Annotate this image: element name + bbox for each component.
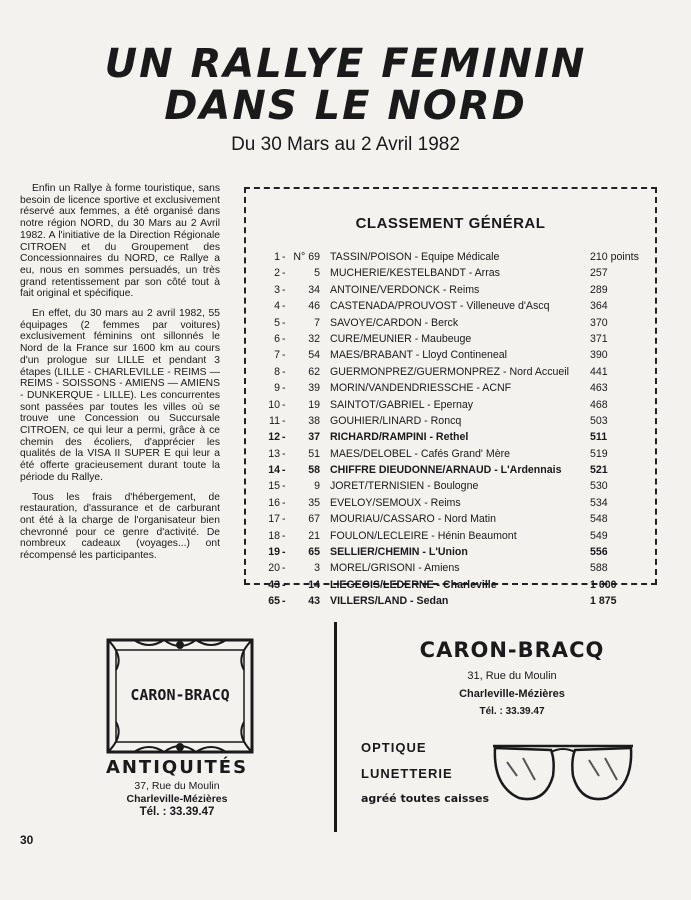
ranking-dash: -: [282, 447, 286, 460]
ranking-points: 549: [590, 529, 608, 542]
ranking-rank: 18: [268, 529, 280, 542]
antiques-advert: [20, 622, 334, 834]
glasses-icon: [489, 736, 637, 810]
intro-paragraph: En effet, du 30 mars au 2 avril 1982, 55 équipages (2 femmes par voitures) exclusivement féminins ont sillonnés le Nord de la France sur 1600 km au cours d'un prologue sur LILLE et pendant 3 étapes (LILLE - CHARLEVILLE - REIMS — REIMS - SOISSONS - AMIENS — AMIENS - DUNKERQUE - LILLE). Les concurrentes sont passées par toutes les villes où se trouve une Concession ou Succursale CITROEN, ce qui leur a permi, grâce à ce chemin des écoliers, d'apprécier les qualités de la VISA II SUPER E qui leur a été offerte gracieusement durant toute la période du Rallye.: [20, 308, 220, 483]
ranking-row: [246, 249, 655, 265]
ranking-crew: MUCHERIE/KESTELBANDT - Arras: [330, 267, 500, 280]
ranking-dash: -: [282, 431, 286, 444]
ranking-points: 1 000: [590, 578, 617, 591]
article-title-line-1: UN RALLYE FEMININ: [104, 41, 587, 87]
ranking-points: 463: [590, 382, 608, 395]
ranking-points: 530: [590, 480, 608, 493]
ranking-car-number: 38: [308, 414, 320, 427]
ranking-row: [246, 544, 655, 560]
ranking-rank: 65: [268, 595, 280, 608]
optician-title: CARON-BRACQ: [419, 638, 605, 662]
ranking-rank: 43: [268, 578, 280, 591]
ranking-row: [246, 528, 655, 544]
ranking-points: 1 875: [590, 595, 617, 608]
ranking-dash: -: [282, 349, 286, 362]
optician-address: 31, Rue du Moulin: [467, 670, 557, 682]
ranking-crew: CURE/MEUNIER - Maubeuge: [330, 332, 472, 345]
advert-divider: [334, 622, 337, 832]
frame-shop-name: CARON-BRACQ: [130, 686, 230, 704]
ranking-car-number: 35: [308, 496, 320, 509]
ranking-rank: 20: [268, 562, 280, 575]
article-title-line-2: DANS LE NORD: [164, 83, 527, 129]
ranking-row: [246, 593, 655, 609]
ranking-points: 548: [590, 513, 608, 526]
antiques-phone: Tél. : 33.39.47: [139, 806, 215, 818]
ranking-rank: 7: [274, 349, 280, 362]
ranking-points: 503: [590, 414, 608, 427]
ranking-car-number: 67: [308, 513, 320, 526]
ranking-crew: VILLERS/LAND - Sedan: [330, 595, 449, 608]
ranking-rank: 5: [274, 316, 280, 329]
ranking-points: 257: [590, 267, 608, 280]
ranking-row: [246, 397, 655, 413]
ranking-dash: -: [282, 480, 286, 493]
ranking-points: 556: [590, 546, 608, 559]
ranking-dash: -: [282, 300, 286, 313]
ranking-rank: 3: [274, 283, 280, 296]
ranking-row: [246, 560, 655, 576]
ranking-row: [246, 511, 655, 527]
ranking-points: 371: [590, 332, 608, 345]
ranking-dash: -: [282, 251, 286, 263]
ranking-rank: 16: [268, 496, 280, 509]
ranking-car-number: 58: [308, 464, 320, 477]
ranking-rank: 10: [268, 398, 280, 411]
optician-phone: Tél. : 33.39.47: [479, 706, 545, 717]
ranking-points: 468: [590, 398, 608, 411]
ranking-title: CLASSEMENT GÉNÉRAL: [355, 215, 546, 232]
ranking-dash: -: [282, 382, 286, 395]
ranking-row: [246, 446, 655, 462]
ranking-car-number: 9: [314, 480, 320, 493]
antiques-address: 37, Rue du Moulin: [134, 780, 220, 792]
ranking-row: [246, 315, 655, 331]
ranking-row: [246, 265, 655, 281]
ranking-car-number: 54: [308, 349, 320, 362]
ranking-dash: -: [282, 316, 286, 329]
ranking-dash: -: [282, 595, 286, 608]
ranking-crew: EVELOY/SEMOUX - Reims: [330, 496, 461, 509]
ranking-rank: 9: [274, 382, 280, 395]
ranking-points: 519: [590, 447, 608, 460]
ranking-rank: 6: [274, 332, 280, 345]
ranking-car-number: 51: [308, 447, 320, 460]
ranking-crew: MAES/DELOBEL - Cafés Grand' Mère: [330, 447, 511, 460]
ranking-rank: 13: [268, 447, 280, 460]
ranking-crew: SAINTOT/GABRIEL - Epernay: [330, 398, 474, 411]
ranking-rank: 8: [274, 365, 280, 378]
ranking-box: [244, 187, 657, 608]
ranking-car-number: 14: [308, 578, 320, 591]
ranking-car-number: 37: [308, 431, 320, 444]
ranking-row: [246, 364, 655, 380]
ranking-row: [246, 495, 655, 511]
ranking-rank: 12: [268, 431, 280, 444]
ranking-car-number: 3: [314, 562, 320, 575]
ranking-row: [246, 577, 655, 593]
optician-advert: [347, 628, 677, 838]
ranking-dash: -: [282, 464, 286, 477]
ranking-row: [246, 429, 655, 445]
ranking-dash: -: [282, 398, 286, 411]
ranking-crew: ANTOINE/VERDONCK - Reims: [330, 283, 480, 296]
antiques-city: Charleville-Mézières: [126, 793, 228, 805]
ranking-car-number: 39: [308, 382, 320, 395]
ranking-crew: MOREL/GRISONI - Amiens: [330, 562, 460, 575]
article-dates: Du 30 Mars au 2 Avril 1982: [231, 134, 460, 155]
ranking-car-number: 7: [314, 316, 320, 329]
ranking-car-number: 19: [308, 398, 320, 411]
ranking-dash: -: [282, 496, 286, 509]
ranking-crew: JORET/TERNISIEN - Boulogne: [330, 480, 479, 493]
ranking-row: [246, 462, 655, 478]
ranking-car-number: 32: [308, 332, 320, 345]
ranking-dash: -: [282, 283, 286, 296]
ranking-points: 441: [590, 365, 608, 378]
ranking-car-number: 5: [314, 267, 320, 280]
antiques-title: ANTIQUITÉS: [105, 757, 249, 778]
ranking-crew: GUERMONPREZ/GUERMONPREZ - Nord Accueil: [330, 365, 569, 378]
ranking-points: 390: [590, 349, 608, 362]
ranking-points: 588: [590, 562, 608, 575]
ranking-table: [246, 249, 655, 610]
ranking-row: [246, 478, 655, 494]
ranking-crew: SELLIER/CHEMIN - L'Union: [330, 546, 468, 559]
ranking-points: 289: [590, 283, 608, 296]
ranking-crew: MAES/BRABANT - Lloyd Contineneal: [330, 349, 508, 362]
ranking-dash: -: [282, 267, 286, 280]
agree-label: agréé toutes caisses: [361, 792, 490, 805]
ranking-rank: 14: [268, 464, 280, 477]
ranking-car-number: 43: [308, 595, 320, 608]
ranking-car-number: 46: [308, 300, 320, 313]
ranking-rank: 1: [274, 251, 280, 263]
ranking-crew: CHIFFRE DIEUDONNE/ARNAUD - L'Ardennais: [330, 464, 562, 477]
ranking-points: 364: [590, 300, 608, 313]
intro-paragraph: Tous les frais d'hébergement, de restauration, d'assurance et de carburant ont été à la charge de l'organisateur bien chevronné pour ce genre d'activité. De nombreux cadeaux (voyages...) ont récompensé les participantes.: [20, 491, 220, 562]
ranking-points: 511: [590, 431, 608, 444]
intro-text: [20, 183, 220, 570]
ranking-rank: 17: [268, 513, 280, 526]
ranking-dash: -: [282, 513, 286, 526]
ranking-dash: -: [282, 578, 286, 591]
ranking-dash: -: [282, 414, 286, 427]
ranking-row: [246, 331, 655, 347]
intro-paragraph: Enfin un Rallye à forme touristique, sans besoin de licence sportive et exclusivement réservé aux femmes, a été organisé dans notre région NORD, du 30 Mars au 2 Avril 1982. A l'initiative de la Direction Régionale CITROEN et du Groupement des Concessionnaires du NORD, ce Rallye a eu, nous en sommes persuadés, un très grand retentissement par son côté tout à fait original et spécifique.: [20, 183, 220, 300]
ranking-points: 370: [590, 316, 608, 329]
lunetterie-label: LUNETTERIE: [361, 766, 453, 781]
ranking-rank: 2: [274, 267, 280, 280]
ranking-rank: 11: [269, 414, 280, 427]
ranking-crew: MORIN/VANDENDRIESSCHE - ACNF: [330, 382, 512, 395]
ranking-crew: SAVOYE/CARDON - Berck: [330, 316, 459, 329]
ranking-row: [246, 380, 655, 396]
ranking-row: [246, 413, 655, 429]
ranking-points: 534: [590, 496, 608, 509]
ranking-crew: FOULON/LECLEIRE - Hénin Beaumont: [330, 529, 517, 542]
ranking-row: [246, 347, 655, 363]
ranking-rank: 15: [268, 480, 280, 493]
ranking-crew: GOUHIER/LINARD - Roncq: [330, 414, 462, 427]
ranking-dash: -: [282, 546, 286, 559]
optician-city: Charleville-Mézières: [459, 688, 565, 700]
ranking-car-number: 62: [308, 365, 320, 378]
ranking-car-number: N° 69: [293, 251, 320, 263]
ranking-points: 521: [590, 464, 608, 477]
ranking-row: [246, 298, 655, 314]
ranking-crew: CASTENADA/PROUVOST - Villeneuve d'Ascq: [330, 300, 550, 313]
ranking-crew: TASSIN/POISON - Equipe Médicale: [330, 251, 500, 263]
ranking-rank: 19: [268, 546, 280, 559]
ranking-crew: MOURIAU/CASSARO - Nord Matin: [330, 513, 496, 526]
ranking-crew: LIEGEOIS/LEDERNE - Charleville: [330, 578, 497, 591]
ranking-row: [246, 282, 655, 298]
ranking-dash: -: [282, 529, 286, 542]
ranking-dash: -: [282, 365, 286, 378]
ornate-frame: [104, 636, 256, 756]
ranking-dash: -: [282, 562, 286, 575]
optique-label: OPTIQUE: [361, 740, 427, 755]
ranking-rank: 4: [274, 300, 280, 313]
ranking-dash: -: [282, 332, 286, 345]
ranking-car-number: 21: [308, 529, 320, 542]
page-number: 30: [20, 833, 34, 847]
ranking-crew: RICHARD/RAMPINI - Rethel: [330, 431, 469, 444]
ranking-points: 210 points: [590, 251, 639, 263]
ranking-car-number: 65: [308, 546, 320, 559]
ranking-car-number: 34: [308, 283, 320, 296]
